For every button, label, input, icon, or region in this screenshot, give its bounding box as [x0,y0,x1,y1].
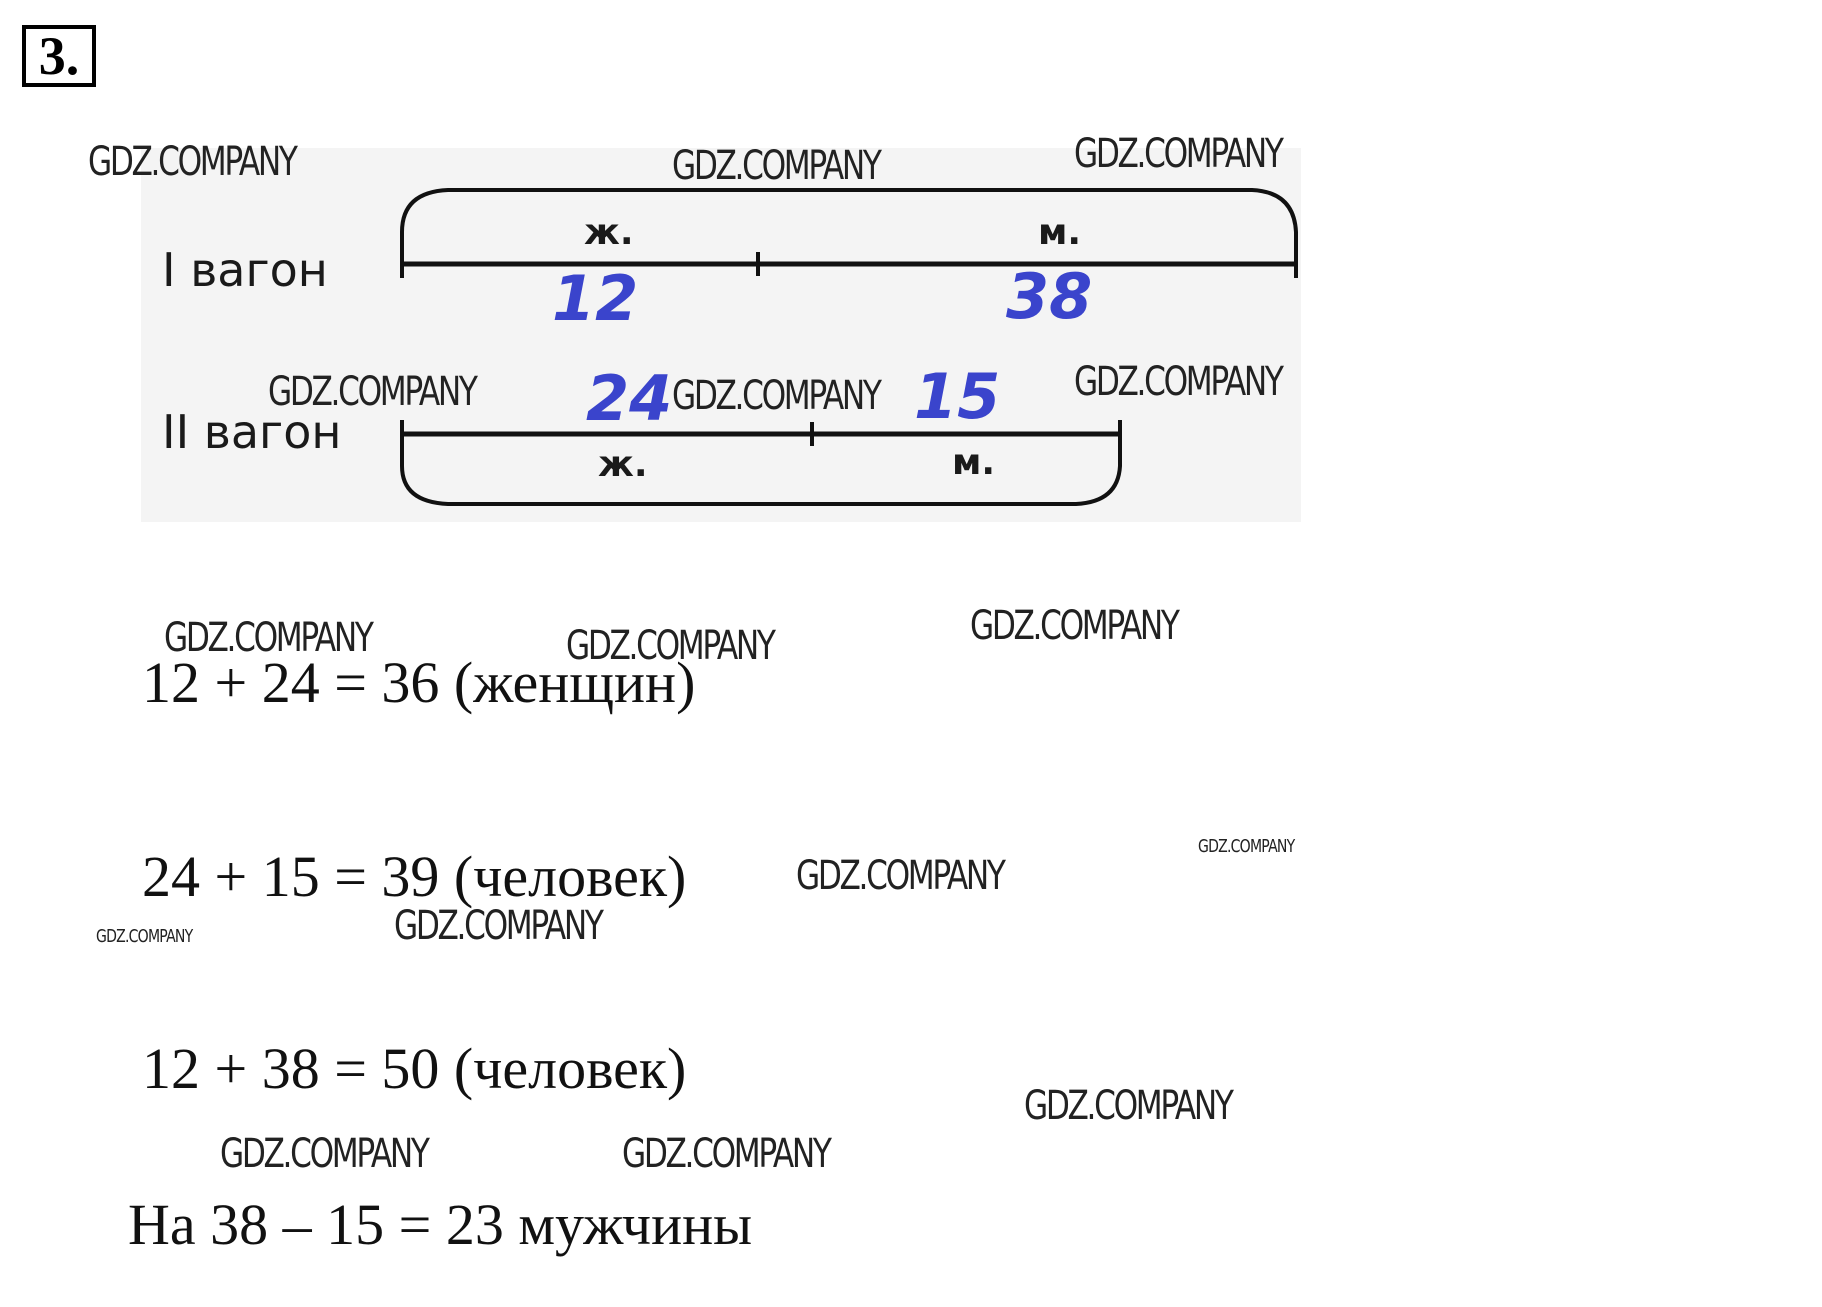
wagon2-women-value: 24 [586,362,673,435]
wagon2-women-label: ж. [598,444,648,485]
watermark: GDZ.COMPANY [796,853,1004,899]
watermark: GDZ.COMPANY [1074,131,1282,177]
watermark: GDZ.COMPANY [1198,836,1295,857]
wagon1-women-value: 12 [552,262,639,335]
watermark: GDZ.COMPANY [672,373,880,419]
wagon2-men-value: 15 [914,360,1001,433]
watermark: GDZ.COMPANY [268,369,476,415]
wagon1-men-value: 38 [1006,260,1093,333]
watermark: GDZ.COMPANY [220,1131,428,1177]
watermark: GDZ.COMPANY [88,139,296,185]
watermark: GDZ.COMPANY [672,143,880,189]
watermark: GDZ.COMPANY [164,615,372,661]
wagon1-women-label: ж. [584,212,634,253]
watermark: GDZ.COMPANY [622,1131,830,1177]
watermark: GDZ.COMPANY [394,903,602,949]
solution-line-3: 12 + 38 = 50 (человек) [142,1036,687,1101]
task-number-box: 3. [22,25,96,87]
watermark: GDZ.COMPANY [970,603,1178,649]
solution-line-4: На 38 – 15 = 23 мужчины [128,1192,753,1257]
wagon1-men-label: м. [1038,212,1082,253]
wagon1-brace [402,190,1296,258]
wagon1-label: I вагон [162,243,328,297]
wagon2-label: II вагон [162,405,342,459]
watermark: GDZ.COMPANY [1074,359,1282,405]
solution-line-1: 12 + 24 = 36 (женщин) [142,650,696,715]
solution-line-2: 24 + 15 = 39 (человек) [142,844,687,909]
wagon2-brace [402,440,1120,504]
wagon2-men-label: м. [952,442,996,483]
watermark: GDZ.COMPANY [1024,1083,1232,1129]
watermark: GDZ.COMPANY [566,623,774,669]
watermark: GDZ.COMPANY [96,926,193,947]
